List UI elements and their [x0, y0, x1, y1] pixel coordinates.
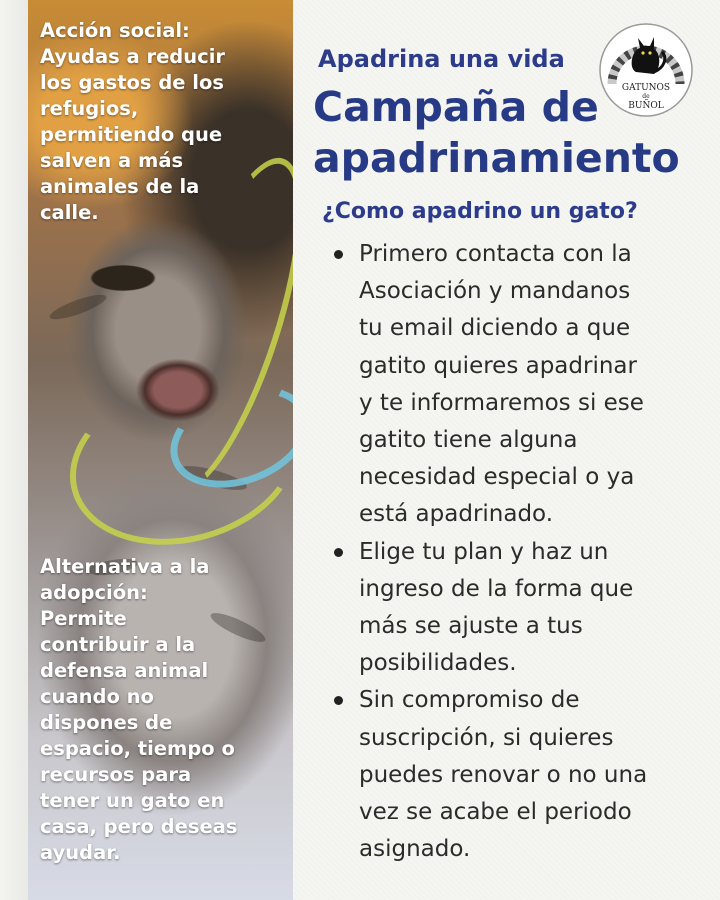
list-item [330, 682, 700, 868]
steps-list [330, 236, 700, 868]
section-question: ¿Como apadrino un gato? [322, 199, 638, 224]
step-text: Primero contacta con la Asociación y mandanos tu email diciendo a que gatito quieres apadrinar y te informaremos si ese gatito tiene alguna necesidad especial o ya está apadrinado. [359, 241, 644, 528]
list-item [330, 236, 700, 534]
bullet-icon [334, 250, 343, 259]
social-action-text: Acción social: Ayudas a reducir los gastos de los refugios, permitiendo que salven a más animales de la calle. [40, 19, 225, 224]
left-margin-strip [0, 0, 28, 900]
cat-photo [28, 0, 293, 900]
bullet-icon [334, 548, 343, 557]
adoption-alternative-text: Alternativa a la adopción: Permite contribuir a la defensa animal cuando no dispones de espacio, tiempo o recursos para tener un gato en casa, pero deseas ayudar. [40, 555, 238, 864]
cat-silhouette-logo-icon [598, 22, 694, 118]
logo-text-bunol: BUÑOL [628, 101, 664, 111]
list-item [330, 534, 700, 683]
logo-text-de: de [642, 93, 650, 100]
page-subtitle: Apadrina una vida [318, 45, 565, 73]
logo-text-gatunos: GATUNOS [621, 83, 671, 93]
step-text: Sin compromiso de suscripción, si quieres puedes renovar o no una vez se acabe el periodo asignado. [359, 687, 648, 863]
bullet-icon [334, 696, 343, 705]
step-text: Elige tu plan y haz un ingreso de la forma que más se ajuste a tus posibilidades. [359, 538, 634, 677]
page-title: Campaña de apadrinamiento [313, 83, 680, 182]
